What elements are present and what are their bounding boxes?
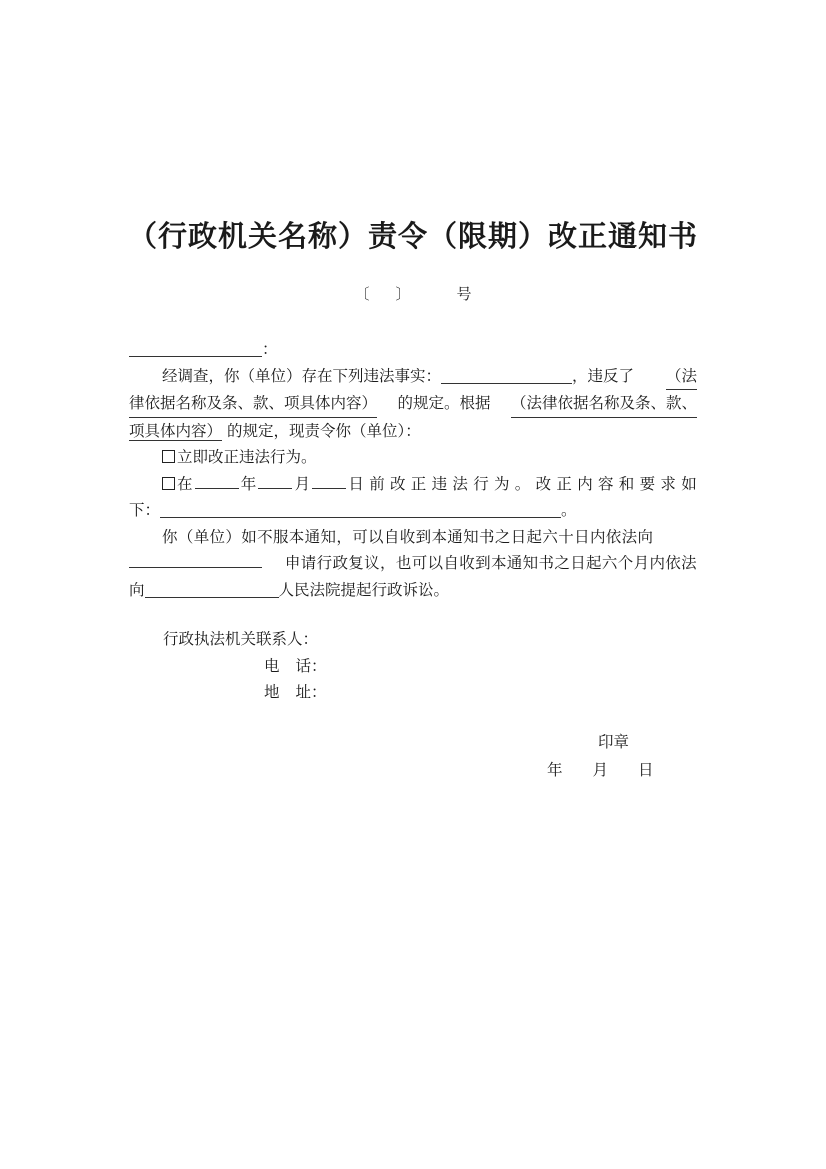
legal-basis-fill-1a: （法 [666, 363, 697, 391]
contact-block [163, 626, 327, 706]
appeal-line-2 [129, 550, 697, 577]
appeal-line-3 [129, 577, 697, 604]
court-text: 人民法院提起行政诉讼。 [278, 580, 450, 599]
seal-label: 印章 [598, 733, 630, 751]
violation-line-3 [129, 418, 697, 445]
appeal-line-2-text: 申请行政复议，也可以自收到本通知书之日起六个月内依法 [284, 554, 697, 572]
doc-number-suffix: 号 [456, 285, 472, 303]
requirements-period: 。 [561, 501, 577, 519]
correction-requirements-line [129, 497, 697, 524]
option-immediate [129, 444, 697, 471]
addressee-blank[interactable] [129, 339, 262, 357]
violation-facts-blank[interactable] [441, 366, 572, 384]
according-label: 的规定。根据 [397, 394, 491, 412]
deadline-in-label: 在 [177, 474, 193, 493]
violation-line-1 [129, 363, 697, 391]
requirements-below-label: 下： [129, 501, 161, 519]
contact-address [163, 679, 327, 706]
appeal-line-1: 你（单位）如不服本通知，可以自收到本通知书之日起六十日内依法向 [162, 527, 654, 546]
legal-basis-fill-1b: 律依据名称及条、款、项具体内容） [129, 390, 377, 418]
document-number [0, 283, 826, 304]
violation-line-2 [129, 390, 697, 418]
deadline-month-blank[interactable] [258, 471, 292, 489]
legal-basis-fill-2b: 项具体内容） [129, 421, 223, 440]
deadline-day-text: 日前改正违法行为。改正内容和要求如 [348, 474, 702, 493]
deadline-year-blank[interactable] [195, 471, 239, 489]
deadline-year-label: 年 [240, 474, 257, 493]
court-blank[interactable] [145, 580, 279, 598]
document-title: （行政机关名称）责令（限期）改正通知书 [127, 219, 698, 253]
violated-label: ，违反了 [572, 366, 635, 385]
address-label-a: 地 [264, 683, 280, 701]
immediate-option-label: 立即改正违法行为。 [177, 448, 317, 466]
addressee-line [129, 336, 697, 363]
option-deadline [129, 471, 702, 498]
date-month: 月 [592, 761, 609, 779]
phone-label-b: 话： [295, 656, 327, 675]
requirements-blank[interactable] [160, 500, 561, 518]
phone-label-a: 电 [264, 656, 280, 675]
date-year: 年 [547, 761, 563, 779]
date-day: 日 [638, 761, 654, 779]
contact-phone [163, 653, 327, 680]
notice-body [129, 336, 702, 603]
deadline-month-label: 月 [294, 474, 311, 493]
order-label: 的规定，现责令你（单位）： [226, 421, 421, 440]
legal-basis-fill-2a: （法律依据名称及条、款、 [511, 390, 697, 418]
address-label-b: 址： [295, 683, 327, 701]
deadline-day-blank[interactable] [312, 471, 346, 489]
issue-date [547, 758, 654, 780]
review-agency-blank[interactable] [129, 550, 262, 568]
doc-number-open-bracket: 〔 [354, 285, 370, 303]
immediate-checkbox[interactable] [162, 450, 175, 463]
deadline-checkbox[interactable] [162, 477, 175, 490]
addressee-colon: ： [262, 340, 278, 358]
doc-number-close-bracket: 〕 [395, 285, 411, 303]
violation-facts-label: 经调查，你（单位）存在下列违法事实： [162, 366, 442, 385]
contact-person-label: 行政执法机关联系人： [163, 630, 319, 648]
appeal-to-label: 向 [129, 580, 145, 599]
